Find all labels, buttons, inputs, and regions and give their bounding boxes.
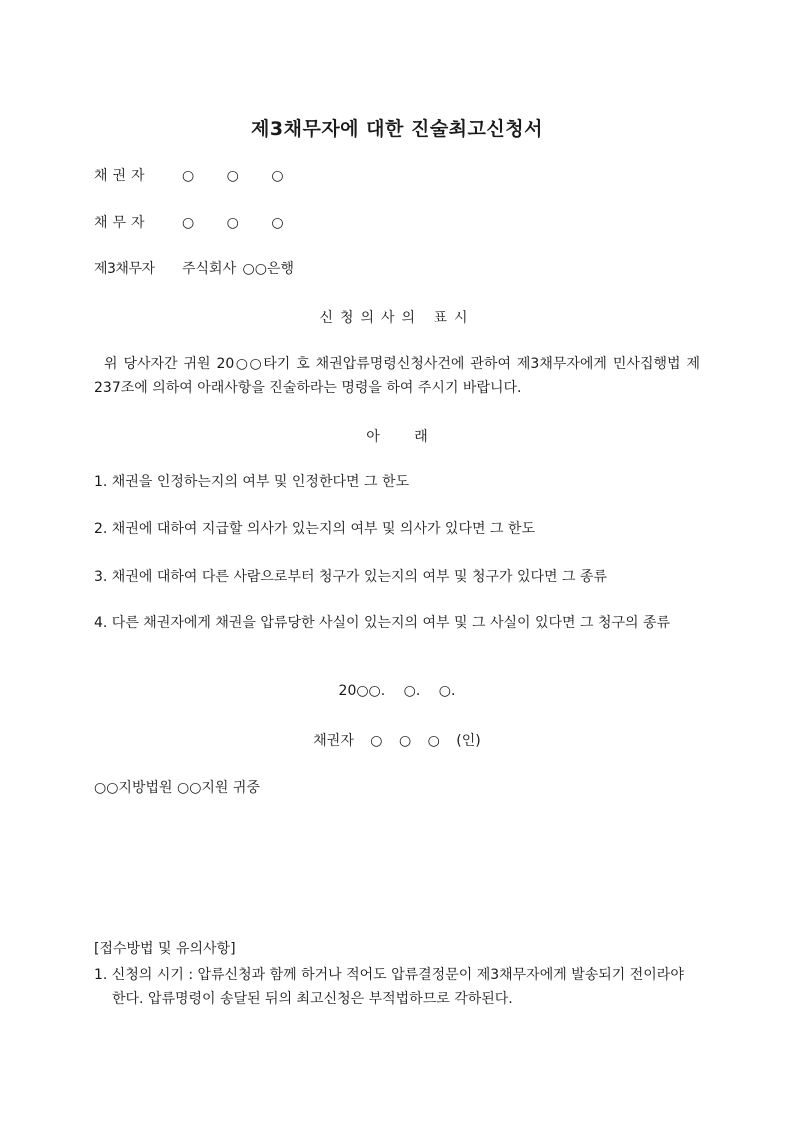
third-debtor-label: 제3채무자 bbox=[94, 261, 155, 277]
signature-line: 채권자 ○ ○ ○ (인) bbox=[313, 733, 481, 749]
list-item: 4. 다른 채권자에게 채권을 압류당한 사실이 있는지의 여부 및 그 사실이 있다면 그 청구의 종류 bbox=[94, 615, 671, 631]
list-item: 1. 채권을 인정하는지의 여부 및 인정한다면 그 한도 bbox=[94, 474, 409, 490]
document-date: 20○○. ○. ○. bbox=[338, 683, 456, 699]
creditor-name: ○ ○ ○ bbox=[182, 168, 284, 184]
application-heading: 신청의사의 표시 bbox=[319, 310, 475, 326]
debtor-line bbox=[94, 213, 284, 233]
creditor-line bbox=[94, 166, 284, 186]
list-item: 3. 채권에 대하여 다른 사람으로부터 청구가 있는지의 여부 및 청구가 있다면 그 종류 bbox=[94, 569, 608, 585]
court-addressee: ○○지방법원 ○○지원 귀중 bbox=[94, 780, 260, 796]
third-debtor-line bbox=[94, 259, 294, 279]
debtor-name: ○ ○ ○ bbox=[182, 215, 284, 231]
document-title: 제3채무자에 대한 진술최고신청서 bbox=[251, 118, 543, 140]
list-item: 2. 채권에 대하여 지급할 의사가 있는지의 여부 및 의사가 있다면 그 한도 bbox=[94, 521, 535, 537]
debtor-label: 채무자 bbox=[94, 215, 150, 231]
note-item: 1. 신청의 시기 : 압류신청과 함께 하거나 적어도 압류결정문이 제3채무자에게 발송되기 전이라야 한다. 압류명령이 송달된 뒤의 최고신청은 부적법하므로 각하된다. bbox=[94, 967, 684, 1007]
notes-heading: [접수방법 및 유의사항] bbox=[94, 941, 236, 957]
creditor-label: 채권자 bbox=[94, 168, 150, 184]
third-debtor-name: 주식회사 ○○은행 bbox=[182, 261, 295, 277]
application-paragraph: 위 당사자간 귀원 20○○타기 호 채권압류명령신청사건에 관하여 제3채무자에게 민사집행법 제237조에 의하여 아래사항을 진술하라는 명령을 하여 주시기 바랍니다. bbox=[94, 356, 700, 396]
below-heading: 아 래 bbox=[366, 429, 428, 445]
